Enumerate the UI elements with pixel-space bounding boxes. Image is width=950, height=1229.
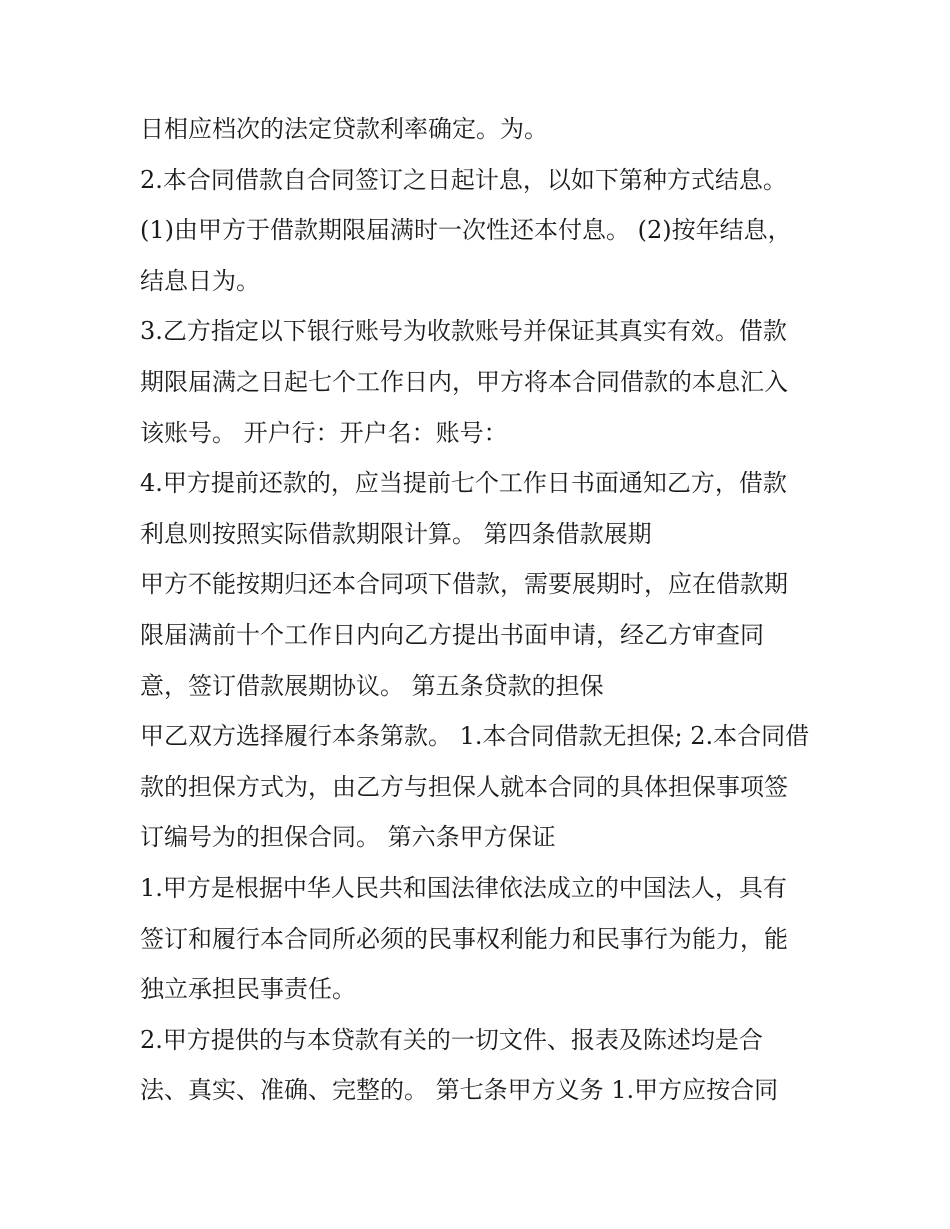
text-line: 款的担保方式为，由乙方与担保人就本合同的具体担保事项签 (140, 772, 788, 801)
text-line: 限届满前十个工作日内向乙方提出书面申请，经乙方审查同 (140, 620, 764, 649)
text-line: 1.甲方是根据中华人民共和国法律依法成立的中国法人，具有 (140, 873, 787, 902)
text-line: 2.甲方提供的与本贷款有关的一切文件、报表及陈述均是合 (140, 1025, 763, 1054)
text-line: 4.甲方提前还款的，应当提前七个工作日书面通知乙方，借款 (140, 469, 787, 498)
text-line: 签订和履行本合同所必须的民事权利能力和民事行为能力，能 (140, 924, 788, 953)
text-line: 3.乙方指定以下银行账号为收款账号并保证其真实有效。借款 (140, 317, 787, 346)
document-body (140, 110, 830, 1122)
text-line: 独立承担民事责任。 (140, 975, 356, 1004)
text-line: 日相应档次的法定贷款利率确定。为。 (140, 115, 548, 143)
text-line: 甲乙双方选择履行本条第款。 1.本合同借款无担保; 2.本合同借 (140, 722, 810, 751)
text-line: 期限届满之日起七个工作日内，甲方将本合同借款的本息汇入 (140, 367, 788, 396)
text-line: 订编号为的担保合同。 第六条甲方保证 (140, 823, 556, 852)
text-line: (1)由甲方于借款期限届满时一次性还本付息。 (2)按年结息， (140, 216, 792, 245)
text-line: 意，签订借款展期协议。 第五条贷款的担保 (140, 671, 604, 700)
text-line: 利息则按照实际借款期限计算。 第四条借款展期 (140, 519, 652, 548)
text-line: 2.本合同借款自合同签订之日起计息，以如下第种方式结息。 (140, 165, 787, 194)
text-line: 甲方不能按期归还本合同项下借款，需要展期时，应在借款期 (140, 570, 788, 599)
text-line: 结息日为。 (140, 266, 260, 295)
text-line: 法、真实、准确、完整的。 第七条甲方义务 1.甲方应按合同 (140, 1076, 779, 1105)
text-line: 该账号。 开户行：开户名：账号： (140, 418, 508, 447)
